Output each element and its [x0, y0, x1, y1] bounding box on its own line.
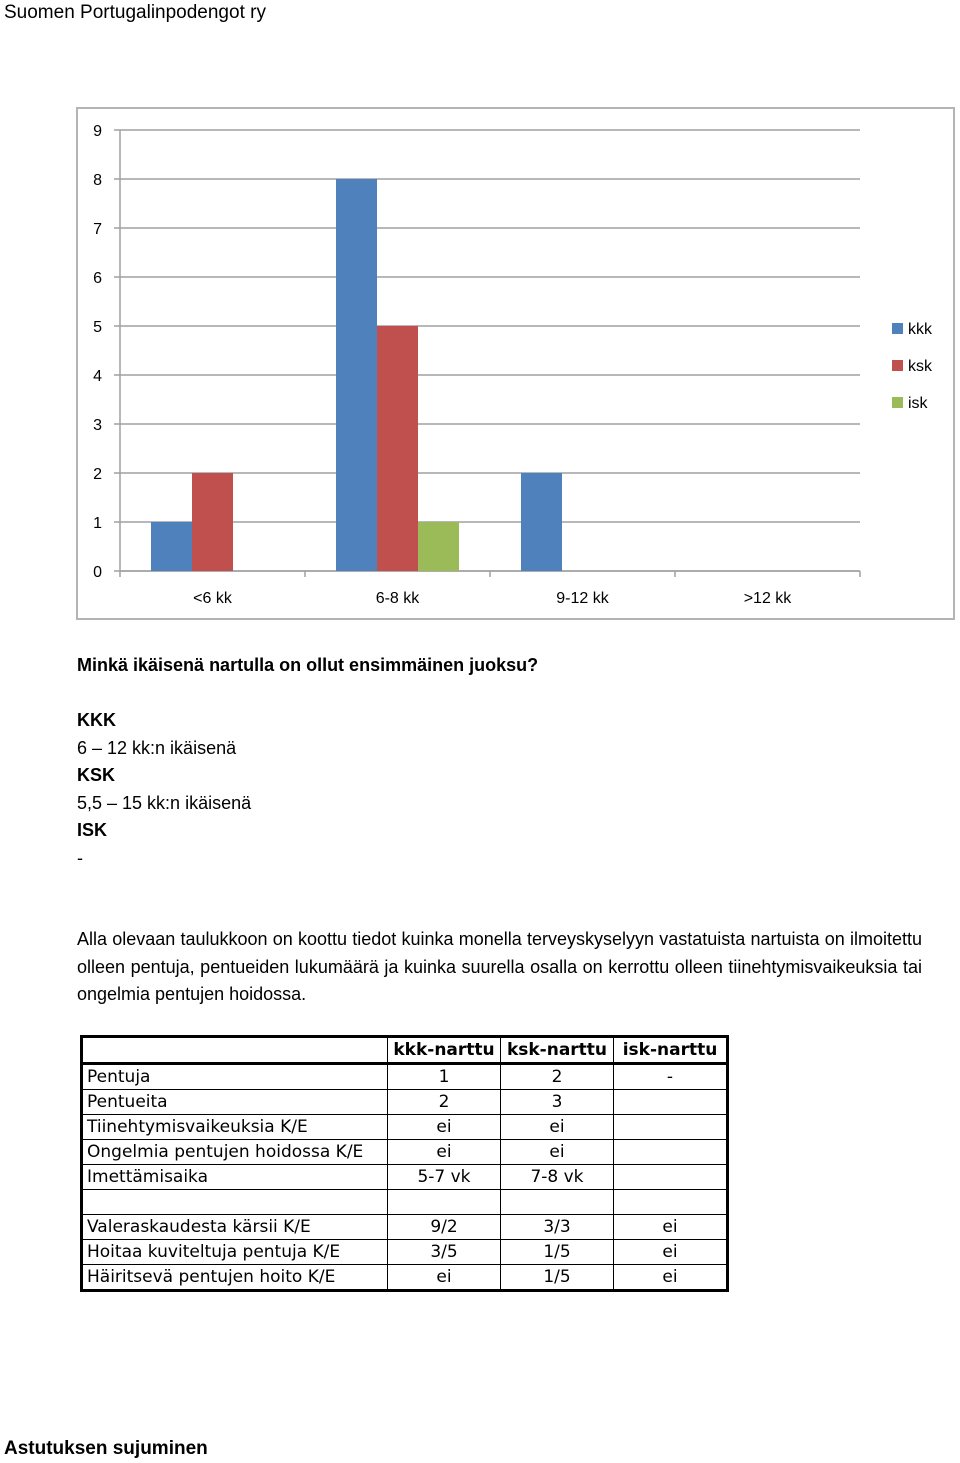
answers-list: [77, 707, 251, 872]
table-cell: 7-8 vk: [501, 1165, 614, 1190]
table-cell: ei: [614, 1240, 728, 1265]
bar-kkk: [521, 473, 562, 571]
answer-value-isk: -: [77, 847, 83, 868]
table-cell: ei: [614, 1215, 728, 1240]
table-header-cell: isk-narttu: [614, 1037, 728, 1064]
bar-kkk: [336, 179, 377, 571]
x-tick-label: 6-8 kk: [375, 590, 420, 607]
table-cell: 1: [388, 1064, 501, 1090]
table-cell: 2: [388, 1090, 501, 1115]
table-cell: ei: [614, 1265, 728, 1291]
y-tick-label: 8: [93, 172, 102, 189]
table-cell: [614, 1140, 728, 1165]
question-heading: Minkä ikäisenä nartulla on ollut ensimmäinen juoksu?: [77, 655, 539, 675]
table-cell: [614, 1190, 728, 1215]
legend-swatch-isk: [892, 397, 903, 408]
table-cell: 1/5: [501, 1240, 614, 1265]
table-cell: ei: [388, 1115, 501, 1140]
answer-breed-ksk: KSK: [77, 765, 116, 785]
table-row-label: [82, 1190, 388, 1215]
x-tick-label: 9-12 kk: [556, 590, 609, 607]
legend-label: ksk: [908, 358, 932, 375]
table-cell: ei: [388, 1265, 501, 1291]
y-tick-label: 3: [93, 417, 102, 434]
legend-swatch-kkk: [892, 323, 903, 334]
stats-table: [80, 1035, 729, 1292]
bar-ksk: [192, 473, 233, 571]
table-cell: ei: [501, 1140, 614, 1165]
table-cell: 9/2: [388, 1215, 501, 1240]
y-tick-label: 5: [93, 319, 102, 336]
y-tick-label: 9: [93, 123, 102, 140]
table-cell: [614, 1115, 728, 1140]
y-tick-label: 6: [93, 270, 102, 287]
table-row-label: Ongelmia pentujen hoidossa K/E: [82, 1140, 388, 1165]
x-tick-label: >12 kk: [743, 590, 792, 607]
answer-value-ksk: 5,5 – 15 kk:n ikäisenä: [77, 792, 252, 813]
table-row: [82, 1165, 728, 1190]
table-cell: ei: [501, 1115, 614, 1140]
table-header-cell: [82, 1037, 388, 1064]
table-cell: 1/5: [501, 1265, 614, 1291]
section-heading: Astutuksen sujuminen: [4, 1438, 208, 1459]
table-cell: [388, 1190, 501, 1215]
table-row-label: Tiinehtymisvaikeuksia K/E: [82, 1115, 388, 1140]
table-cell: 5-7 vk: [388, 1165, 501, 1190]
table-row: [82, 1064, 728, 1090]
table-row-label: Pentueita: [82, 1090, 388, 1115]
legend-label: isk: [908, 395, 928, 412]
table-row: [82, 1115, 728, 1140]
table-row-label: Valeraskaudesta kärsii K/E: [82, 1215, 388, 1240]
table-cell: [614, 1090, 728, 1115]
table-body: [82, 1064, 728, 1291]
answer-breed-kkk: KKK: [77, 710, 116, 730]
table-cell: 2: [501, 1064, 614, 1090]
table-cell: ei: [388, 1140, 501, 1165]
y-tick-label: 2: [93, 466, 102, 483]
legend-label: kkk: [908, 321, 932, 338]
y-tick-label: 0: [93, 564, 102, 581]
table-cell: 3/5: [388, 1240, 501, 1265]
table-cell: 3: [501, 1090, 614, 1115]
bar-ksk: [377, 326, 418, 571]
table-row-label: Hoitaa kuviteltuja pentuja K/E: [82, 1240, 388, 1265]
table-row: [82, 1240, 728, 1265]
table-row: [82, 1140, 728, 1165]
table-row-label: Pentuja: [82, 1064, 388, 1090]
bar-kkk: [151, 522, 192, 571]
bar-isk: [418, 522, 459, 571]
table-row-label: Häiritsevä pentujen hoito K/E: [82, 1265, 388, 1291]
bar-chart-svg: [78, 109, 957, 622]
table-row: [82, 1215, 728, 1240]
table-row: [82, 1090, 728, 1115]
x-tick-label: <6 kk: [193, 590, 232, 607]
table-cell: [501, 1190, 614, 1215]
answer-breed-isk: ISK: [77, 820, 108, 840]
table-row-label: Imettämisaika: [82, 1165, 388, 1190]
table-header-cell: kkk-narttu: [388, 1037, 501, 1064]
table-header-cell: ksk-narttu: [501, 1037, 614, 1064]
legend-swatch-ksk: [892, 360, 903, 371]
document-header: Suomen Portugalinpodengot ry: [4, 2, 266, 23]
answer-value-kkk: 6 – 12 kk:n ikäisenä: [77, 737, 237, 758]
table-row: [82, 1265, 728, 1291]
table-header-row: [82, 1037, 728, 1064]
table-cell: 3/3: [501, 1215, 614, 1240]
table-row: [82, 1190, 728, 1215]
y-tick-label: 7: [93, 221, 102, 238]
y-tick-label: 1: [93, 515, 102, 532]
table-cell: [614, 1165, 728, 1190]
y-tick-label: 4: [93, 368, 102, 385]
stats-table-wrapper: [80, 1035, 729, 1292]
table-cell: -: [614, 1064, 728, 1090]
intro-paragraph: Alla olevaan taulukkoon on koottu tiedot kuinka monella terveyskyselyyn vastatuista nartuista on ilmoitettu olleen pentuja, pentueiden lukumäärä ja kuinka suurella osalla on kerrottu olleen tiinehtymisvaikeuksia tai ongelmia pentujen hoidossa.: [77, 929, 922, 1004]
bar-chart: [76, 107, 955, 620]
